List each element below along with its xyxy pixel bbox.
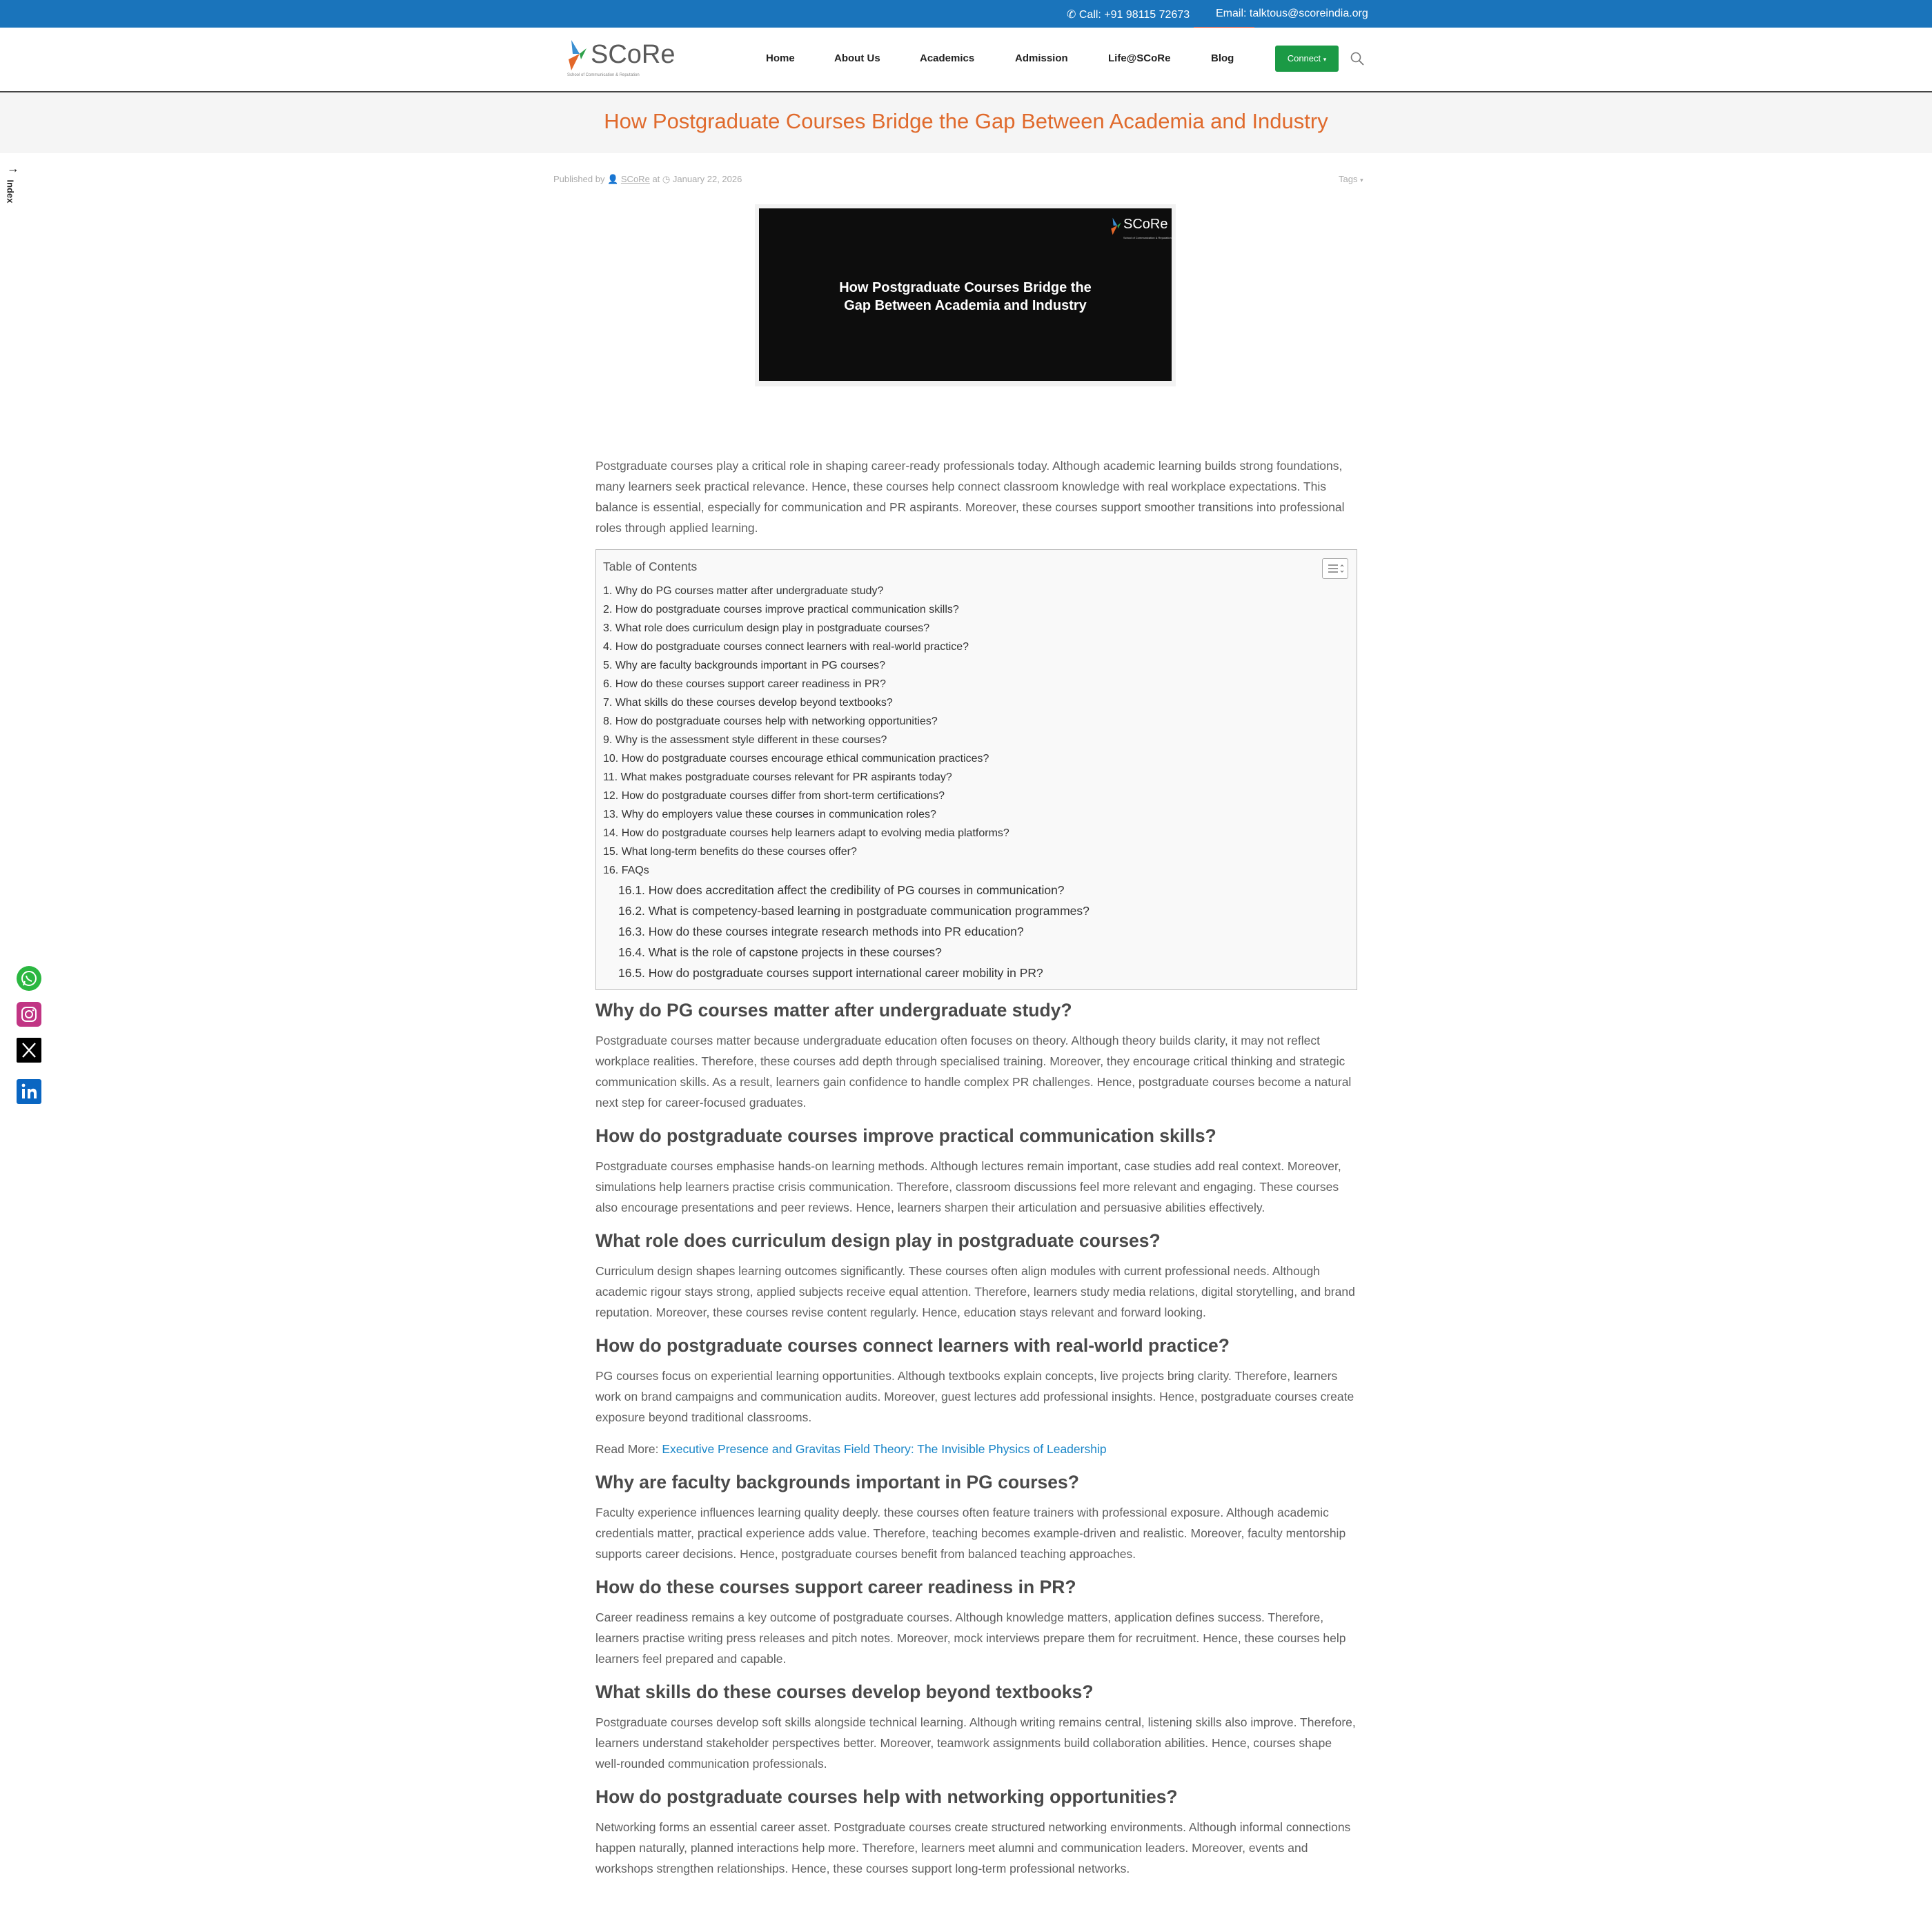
connect-button[interactable]: Connect ▾	[1275, 46, 1339, 72]
toc-list	[603, 582, 1090, 983]
section-paragraph: Career readiness remains a key outcome of postgraduate courses. Although knowledge matters, application defines success. Therefore, learners practise writing press releases and pitch notes. Moreover, mock interviews prepare them for recruitment. Hence, these courses help learners feel prepared and capable.	[595, 1610, 1346, 1666]
toc-item[interactable]: 12. How do postgraduate courses differ from short-term certifications?	[603, 790, 945, 802]
toc-sub-item[interactable]: 16.3. How do these courses integrate research methods into PR education?	[618, 925, 1024, 938]
phone-link[interactable]: ✆ Call: +91 98115 72673	[1067, 9, 1190, 21]
section-heading: Why are faculty backgrounds important in PG courses?	[595, 1472, 1079, 1492]
toc-item[interactable]: 11. What makes postgraduate courses relevant for PR aspirants today?	[603, 771, 952, 783]
logo-mark-icon	[1110, 217, 1122, 236]
nav-about-us[interactable]: About Us	[834, 52, 880, 64]
toc-item[interactable]: 4. How do postgraduate courses connect learners with real-world practice?	[603, 641, 969, 653]
toc-title: Table of Contents	[603, 560, 698, 573]
toc-item[interactable]: 5. Why are faculty backgrounds important in PG courses?	[603, 660, 886, 671]
logo-mark-icon	[566, 39, 588, 72]
toc-item[interactable]: 10. How do postgraduate courses encourage ethical communication practices?	[603, 753, 989, 765]
toc-item[interactable]: 13. Why do employers value these courses in communication roles?	[603, 809, 936, 820]
toc-item[interactable]: 15. What long-term benefits do these courses offer?	[603, 846, 857, 858]
post-date: January 22, 2026	[672, 174, 742, 184]
featured-image	[755, 204, 1176, 386]
intro-paragraph: Postgraduate courses play a critical role in shaping career-ready professionals today. Although academic learning builds strong foundations, many learners seek practical relevance. Hence, these courses help connect classroom knowledge with real workplace expectations. This balance is essential, especially for communication and PR aspirants. Moreover, these courses support smoother transitions into professional roles through applied learning.	[595, 459, 1345, 535]
read-more: Read More: Executive Presence and Gravitas Field Theory: The Invisible Physics of Leadership	[595, 1442, 1107, 1456]
toc-item[interactable]: 8. How do postgraduate courses help with networking opportunities?	[603, 716, 938, 727]
featured-image-canvas	[759, 208, 1172, 381]
index-label: Index	[5, 179, 16, 204]
clock-icon: ◷	[662, 174, 671, 184]
user-icon: 👤	[607, 174, 619, 184]
x-icon[interactable]	[17, 1038, 41, 1063]
instagram-icon[interactable]	[17, 1002, 41, 1027]
section-heading: What role does curriculum design play in postgraduate courses?	[595, 1230, 1161, 1251]
tags-dropdown[interactable]: Tags ▾	[1339, 174, 1363, 184]
toc-item[interactable]: 14. How do postgraduate courses help learners adapt to evolving media platforms?	[603, 827, 1009, 839]
section-paragraph: Postgraduate courses matter because undergraduate education often focuses on theory. Although theory builds clarity, it may not reflect workplace realities. Therefore, these courses add depth through specialised training. Moreover, they encourage critical thinking and strategic communication skills. As a result, learners gain confidence to handle complex PR challenges. Hence, postgraduate courses become a natural next step for career-focused graduates.	[595, 1034, 1352, 1110]
section-paragraph: Curriculum design shapes learning outcomes significantly. These courses often align modules with current professional needs. Although academic rigour stays strong, applied subjects receive equal attention. Therefore, learners study media relations, digital storytelling, and brand reputation. Moreover, these courses revise content regularly. Hence, education stays relevant and forward looking.	[595, 1264, 1355, 1319]
logo-tagline: School of Communication & Reputation	[567, 73, 640, 77]
toc-toggle-button[interactable]	[1322, 558, 1348, 579]
section-heading: How do postgraduate courses improve practical communication skills?	[595, 1125, 1216, 1146]
section-paragraph: Postgraduate courses develop soft skills alongside technical learning. Although writing remains central, listening skills also improve. Therefore, learners understand stakeholder perspectives better. Moreover, teamwork assignments build collaboration abilities. Hence, courses shape well-rounded communication professionals.	[595, 1715, 1356, 1771]
toc-item[interactable]: 16. FAQs	[603, 865, 649, 876]
table-of-contents	[595, 549, 1357, 990]
section-heading: How do postgraduate courses connect learners with real-world practice?	[595, 1335, 1230, 1356]
section-heading: What skills do these courses develop beyond textbooks?	[595, 1682, 1094, 1702]
read-more-link[interactable]: Executive Presence and Gravitas Field Theory: The Invisible Physics of Leadership	[662, 1442, 1107, 1456]
toc-sub-item[interactable]: 16.2. What is competency-based learning in postgraduate communication programmes?	[618, 904, 1090, 918]
post-meta: Published by 👤 SCoRe at ◷ January 22, 2026	[553, 174, 742, 184]
logo-text: SCoRe	[591, 40, 676, 69]
toc-item[interactable]: 6. How do these courses support career readiness in PR?	[603, 678, 886, 690]
nav-life-at-score[interactable]: Life@SCoRe	[1108, 52, 1171, 64]
index-tab[interactable]	[6, 161, 22, 203]
section-paragraph: Networking forms an essential career asset. Postgraduate courses create structured networking environments. Although informal connections happen naturally, planned interactions help more. Therefore, learners meet alumni and communication leaders. Moreover, events and workshops strengthen relationships. Hence, these courses support long-term professional networks.	[595, 1820, 1351, 1875]
toc-item[interactable]: 3. What role does curriculum design play in postgraduate courses?	[603, 622, 930, 634]
nav-home[interactable]: Home	[766, 52, 795, 64]
toc-sub-item[interactable]: 16.1. How does accreditation affect the credibility of PG courses in communication?	[618, 883, 1065, 897]
toc-item[interactable]: 1. Why do PG courses matter after undergraduate study?	[603, 585, 884, 597]
hero-title: How Postgraduate Courses Bridge the Gap Between Academia and Industry	[839, 280, 1092, 313]
nav-blog[interactable]: Blog	[1211, 52, 1234, 64]
toc-item[interactable]: 9. Why is the assessment style different in these courses?	[603, 734, 887, 746]
chevron-down-icon: ▾	[1323, 56, 1327, 63]
toc-item[interactable]: 7. What skills do these courses develop beyond textbooks?	[603, 697, 893, 709]
chevron-down-icon: ▾	[1360, 177, 1363, 184]
arrow-right-icon: →	[7, 161, 19, 175]
section-paragraph: Postgraduate courses emphasise hands-on learning methods. Although lectures remain important, case studies add real context. Moreover, simulations help learners practise crisis communication. Therefore, classroom discussions feel more relevant and engaging. These courses also encourage presentations and peer reviews. Hence, learners sharpen their articulation and persuasive abilities effectively.	[595, 1159, 1341, 1214]
article-content	[595, 455, 1359, 1890]
author-link[interactable]: SCoRe	[620, 174, 650, 184]
nav-academics[interactable]: Academics	[920, 52, 975, 64]
section-paragraph: Faculty experience influences learning quality deeply. these courses often feature trainers with professional exposure. Although academic credentials matter, practical experience adds value. Therefore, teaching becomes example-driven and realistic. Moreover, faculty mentorship supports career decisions. Hence, postgraduate courses benefit from balanced teaching approaches.	[595, 1506, 1346, 1561]
site-logo[interactable]	[566, 37, 676, 81]
toc-sub-item[interactable]: 16.5. How do postgraduate courses support international career mobility in PR?	[618, 966, 1043, 980]
whatsapp-icon[interactable]	[17, 966, 41, 991]
toc-sub-item[interactable]: 16.4. What is the role of capstone projects in these courses?	[618, 945, 942, 959]
site-header	[0, 28, 1932, 92]
toc-item[interactable]: 2. How do postgraduate courses improve practical communication skills?	[603, 604, 959, 615]
title-band	[0, 92, 1932, 153]
phone-icon: ✆	[1067, 9, 1076, 21]
section-paragraph: PG courses focus on experiential learning opportunities. Although textbooks explain concepts, live projects bring clarity. Therefore, learners work on brand campaigns and communication audits. Moreover, guest lectures add professional insights. Hence, postgraduate courses create exposure beyond traditional classrooms.	[595, 1369, 1354, 1424]
email-link[interactable]: Email: talktous@scoreindia.org	[1216, 8, 1368, 19]
page-title: How Postgraduate Courses Bridge the Gap Between Academia and Industry	[604, 109, 1328, 133]
section-heading: Why do PG courses matter after undergraduate study?	[595, 1000, 1072, 1021]
search-icon[interactable]	[1350, 51, 1365, 66]
section-heading: How do these courses support career readiness in PR?	[595, 1577, 1076, 1597]
top-bar	[0, 0, 1932, 28]
hero-logo: SCoRe School of Communication & Reputation	[1110, 214, 1166, 241]
linkedin-icon[interactable]	[17, 1079, 41, 1104]
nav-admission[interactable]: Admission	[1015, 52, 1068, 64]
section-heading: How do postgraduate courses help with networking opportunities?	[595, 1786, 1178, 1807]
list-toggle-icon	[1323, 559, 1348, 578]
